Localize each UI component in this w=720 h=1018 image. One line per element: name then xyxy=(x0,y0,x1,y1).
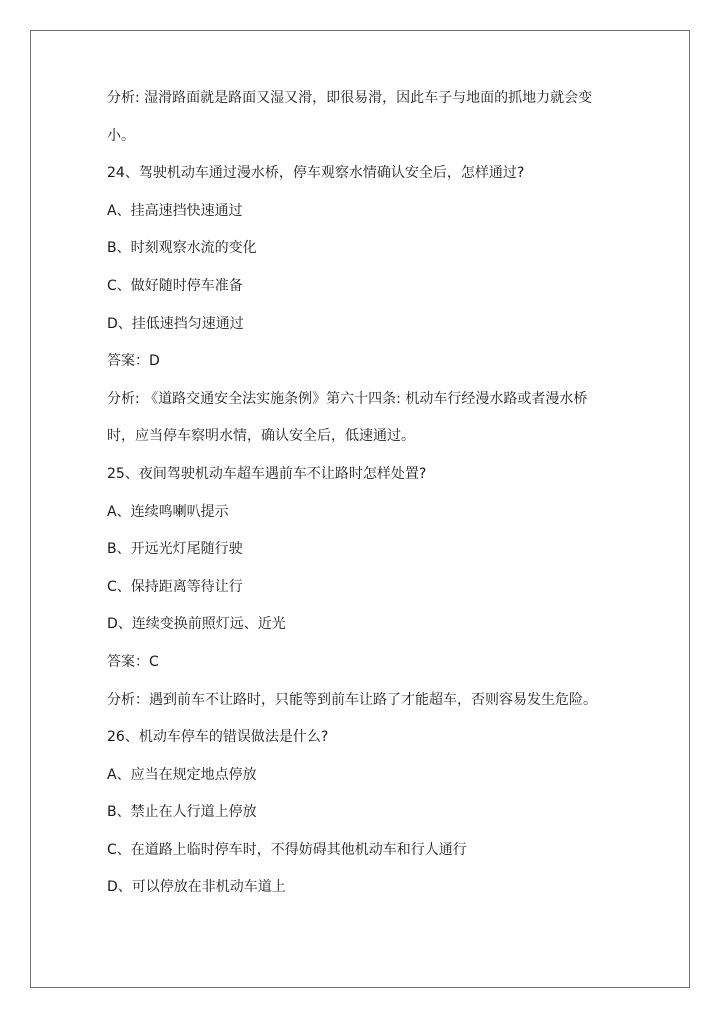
q24-analysis-line2: 时，应当停车察明水情，确认安全后，低速通过。 xyxy=(107,428,415,445)
q24-option-a: A、挂高速挡快速通过 xyxy=(107,202,243,219)
q26-option-a: A、应当在规定地点停放 xyxy=(107,766,257,783)
q24-option-c: C、做好随时停车准备 xyxy=(107,277,243,294)
analysis-23-line1: 分析: 湿滑路面就是路面又湿又滑，即很易滑，因此车子与地面的抓地力就会变 xyxy=(107,90,593,106)
q26-option-d: D、可以停放在非机动车道上 xyxy=(107,879,286,896)
question-24: 24、驾驶机动车通过漫水桥，停车观察水情确认安全后，怎样通过? xyxy=(107,165,525,182)
q25-option-d: D、连续变换前照灯远、近光 xyxy=(107,616,286,633)
q25-option-b: B、开远光灯尾随行驶 xyxy=(107,541,243,558)
q26-option-b: B、禁止在人行道上停放 xyxy=(107,804,257,821)
q25-option-a: A、连续鸣喇叭提示 xyxy=(107,503,229,520)
analysis-23-line2: 小。 xyxy=(107,127,135,144)
q25-answer: 答案：C xyxy=(107,653,159,670)
q24-answer: 答案：D xyxy=(107,353,160,370)
document-body xyxy=(107,88,627,915)
q26-option-c: C、在道路上临时停车时，不得妨碍其他机动车和行人通行 xyxy=(107,841,467,858)
q24-option-b: B、时刻观察水流的变化 xyxy=(107,240,257,257)
q24-analysis-line1: 分析: 《道路交通安全法实施条例》第六十四条: 机动车行经漫水路或者漫水桥 xyxy=(107,390,588,407)
question-25: 25、夜间驾驶机动车超车遇前车不让路时怎样处置? xyxy=(107,465,427,482)
q25-analysis: 分析：遇到前车不让路时，只能等到前车让路了才能超车，否则容易发生危险。 xyxy=(107,691,597,708)
question-26: 26、机动车停车的错误做法是什么? xyxy=(107,729,329,746)
q25-option-c: C、保持距离等待让行 xyxy=(107,578,243,595)
q24-option-d: D、挂低速挡匀速通过 xyxy=(107,315,244,332)
